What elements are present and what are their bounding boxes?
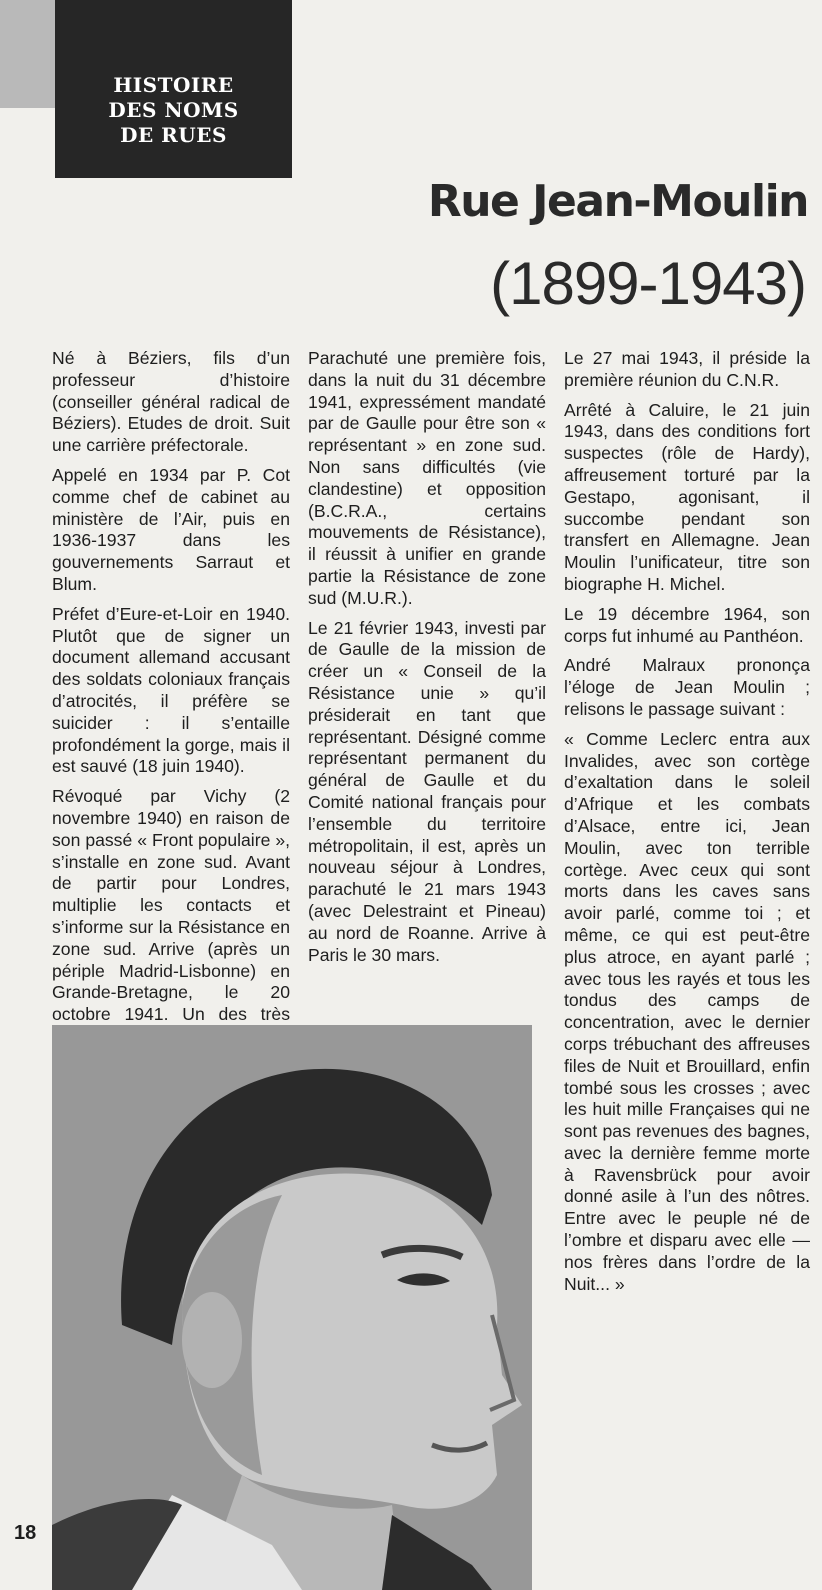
paragraph-arrest: Arrêté à Caluire, le 21 juin 1943, dans des conditions fort suspectes (rôle de Hardy), affreusement torturé par la Gestapo, agonisant, il succombe pendant son transfert en Allemagne. Jean Moulin l’unificateur, titre son biographe H. Michel. <box>564 399 810 594</box>
rubric-label <box>55 0 292 178</box>
portrait-photo <box>52 1025 532 1590</box>
paragraph-council: Le 21 février 1943, investi par de Gaulle de la mission de créer un « Conseil de la Résistance unie » qu’il présiderait en tant que représentant. Désigné comme représentant permanent du général de Gaulle et du Comité national français pour l’ensemble du territoire métropolitain, il est, après un nouveau séjour à Londres, parachuté le 21 mars 1943 (avec Delestraint et Pineau) au nord de Roanne. Arrive à Paris le 30 mars. <box>308 617 546 965</box>
page-number: 18 <box>14 1522 37 1544</box>
paragraph-malraux: André Malraux prononça l’éloge de Jean Moulin ; relisons le passage suivant : <box>564 655 810 719</box>
paragraph-vichy: Révoqué par Vichy (2 novembre 1940) en raison de son passé « Front populaire », s’installe en zone sud. Avant de partir pour Londres, multiplie les contacts et s’informe sur la Résistance en zone sud. Arrive (après un périple Madrid-Lisbonne) en Grande-Bretagne, le 20 octobre 1941. Un des très <box>52 786 290 1025</box>
rubric-line-2: DES NOMS <box>108 98 239 122</box>
paragraph-quote: « Comme Leclerc entra aux Invalides, avec son cortège d’exaltation dans le soleil d’Afrique et les combats d’Alsace, entre ici, Jean Moulin, avec ton terrible cortège. Avec ceux qui sont morts dans les caves sans avoir parlé, comme toi ; et même, ce qui est peut-être plus atroce, en ayant parlé ; avec tous les rayés et tous les tondus des camps de concentration, avec le dernier corps trébuchant des affreuses files de Nuit et Brouillard, enfin tombé sous les crosses ; avec les huit mille Françaises qui ne sont pas revenues des bagnes, avec la dernière femme morte à Ravensbrück pour avoir donné asile à l’un des nôtres. Entre avec le peuple né de l’ombre et disparu avec elle — nos frères dans l’ordre de la Nuit... » <box>564 728 810 1294</box>
article-title: Rue Jean-Moulin <box>427 176 808 227</box>
paragraph-pantheon: Le 19 décembre 1964, son corps fut inhumé au Panthéon. <box>564 603 810 646</box>
paragraph-cabinet: Appelé en 1934 par P. Cot comme chef de cabinet au ministère de l’Air, puis en 1936-1937 dans les gouvernements Sarraut et Blum. <box>52 464 290 594</box>
article-dates: (1899-1943) <box>490 250 806 317</box>
portrait-illustration <box>52 1025 532 1590</box>
paragraph-cnr: Le 27 mai 1943, il préside la première réunion du C.N.R. <box>564 348 810 390</box>
text-column-3 <box>564 348 810 1303</box>
header-gray-strip <box>0 0 56 108</box>
text-column-2 <box>308 348 546 974</box>
paragraph-prefect: Préfet d’Eure-et-Loir en 1940. Plutôt que de signer un document allemand accusant des soldats coloniaux français d’atrocités, il préfère se suicider : il s’entaille profondément la gorge, mais il est sauvé (18 juin 1940). <box>52 603 290 777</box>
paragraph-birth: Né à Béziers, fils d’un professeur d’histoire (conseiller général radical de Béziers). Etudes de droit. Suit une carrière préfectorale. <box>52 348 290 456</box>
text-column-1 <box>52 348 290 1099</box>
paragraph-parachute: Parachuté une première fois, dans la nuit du 31 décembre 1941, expressément mandaté par de Gaulle pour être son « représentant » en zone sud. Non sans difficultés (vie clandestine) et opposition (B.C.R.A., certains mouvements de Résistance), il réussit à unifier en grande partie la Résistance de zone sud (M.U.R.). <box>308 348 546 608</box>
rubric-line-1: HISTOIRE <box>113 73 234 97</box>
rubric-line-3: DE RUES <box>120 123 227 147</box>
